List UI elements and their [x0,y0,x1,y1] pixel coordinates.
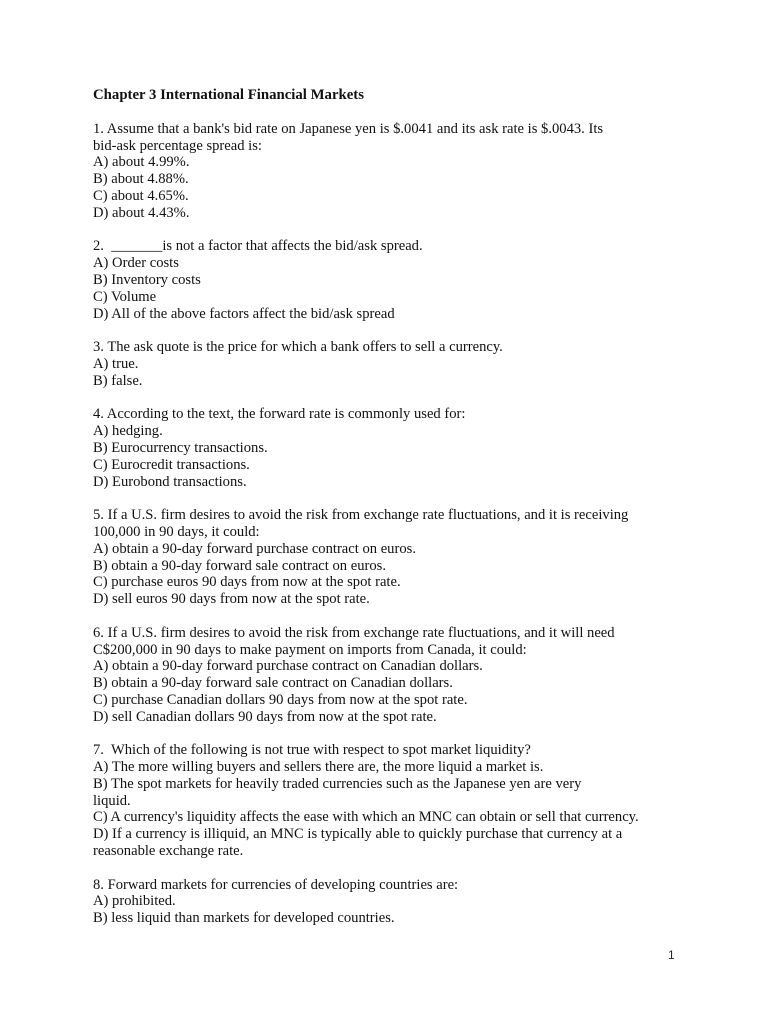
question-text: 5. If a U.S. firm desires to avoid the risk from exchange rate fluctuations, and it is receiving 100,000 in 90 days, it could: [93,507,629,540]
answer-option: A) prohibited. [93,893,176,910]
question-8 [93,877,693,927]
question-6 [93,625,693,726]
answer-option: A) obtain a 90-day forward purchase contract on euros. [93,540,416,557]
answer-option: B) Inventory costs [93,271,201,288]
answer-option: A) hedging. [93,423,163,440]
answer-option: D) sell euros 90 days from now at the spot rate. [93,591,370,608]
answer-option: D) All of the above factors affect the bid/ask spread [93,305,395,322]
answer-option: D) If a currency is illiquid, an MNC is typically able to quickly purchase that currency at a reasonable exchange rate. [93,826,623,860]
page-number: 1 [668,948,675,962]
answer-option: B) less liquid than markets for developed countries. [93,910,395,927]
answer-option: B) Eurocurrency transactions. [93,439,268,456]
question-list [93,121,693,927]
question-text: 8. Forward markets for currencies of developing countries are: [93,876,459,893]
answer-option: D) sell Canadian dollars 90 days from now at the spot rate. [93,708,437,725]
question-1 [93,121,693,222]
question-text: 2. _______is not a factor that affects the bid/ask spread. [93,238,423,255]
question-5 [93,507,693,608]
answer-option: B) obtain a 90-day forward sale contract on euros. [93,557,386,574]
question-2 [93,238,693,322]
answer-option: D) about 4.43%. [93,204,190,221]
answer-option: D) Eurobond transactions. [93,473,247,490]
question-text: 6. If a U.S. firm desires to avoid the risk from exchange rate fluctuations, and it will need C$200,000 in 90 days to make payment on imports from Canada, it could: [93,624,615,658]
answer-option: A) about 4.99%. [93,154,190,171]
answer-option: A) obtain a 90-day forward purchase contract on Canadian dollars. [93,658,483,675]
question-text: 3. The ask quote is the price for which a bank offers to sell a currency. [93,339,503,356]
answer-option: B) obtain a 90-day forward sale contract on Canadian dollars. [93,675,453,692]
answer-option: C) Volume [93,288,157,305]
answer-option: C) purchase Canadian dollars 90 days from now at the spot rate. [93,691,468,708]
answer-option: C) purchase euros 90 days from now at the spot rate. [93,574,401,591]
question-text: 1. Assume that a bank's bid rate on Japanese yen is $.0041 and its ask rate is $.0043. Its bid-ask percentage spread is: [93,120,604,154]
answer-option: B) false. [93,372,143,389]
answer-option: A) true. [93,355,139,372]
answer-option: B) The spot markets for heavily traded currencies such as the Japanese yen are very liquid. [93,775,582,809]
question-text: 7. Which of the following is not true with respect to spot market liquidity? [93,742,531,759]
answer-option: C) A currency's liquidity affects the ease with which an MNC can obtain or sell that currency. [93,809,639,826]
answer-option: C) about 4.65%. [93,187,189,204]
question-text: 4. According to the text, the forward rate is commonly used for: [93,406,466,423]
document-page [93,87,693,944]
question-4 [93,406,693,490]
question-7 [93,742,693,860]
chapter-title: Chapter 3 International Financial Markets [93,87,364,103]
answer-option: C) Eurocredit transactions. [93,456,250,473]
answer-option: B) about 4.88%. [93,171,189,188]
answer-option: A) The more willing buyers and sellers there are, the more liquid a market is. [93,759,544,776]
answer-option: A) Order costs [93,255,179,272]
question-3 [93,339,693,389]
